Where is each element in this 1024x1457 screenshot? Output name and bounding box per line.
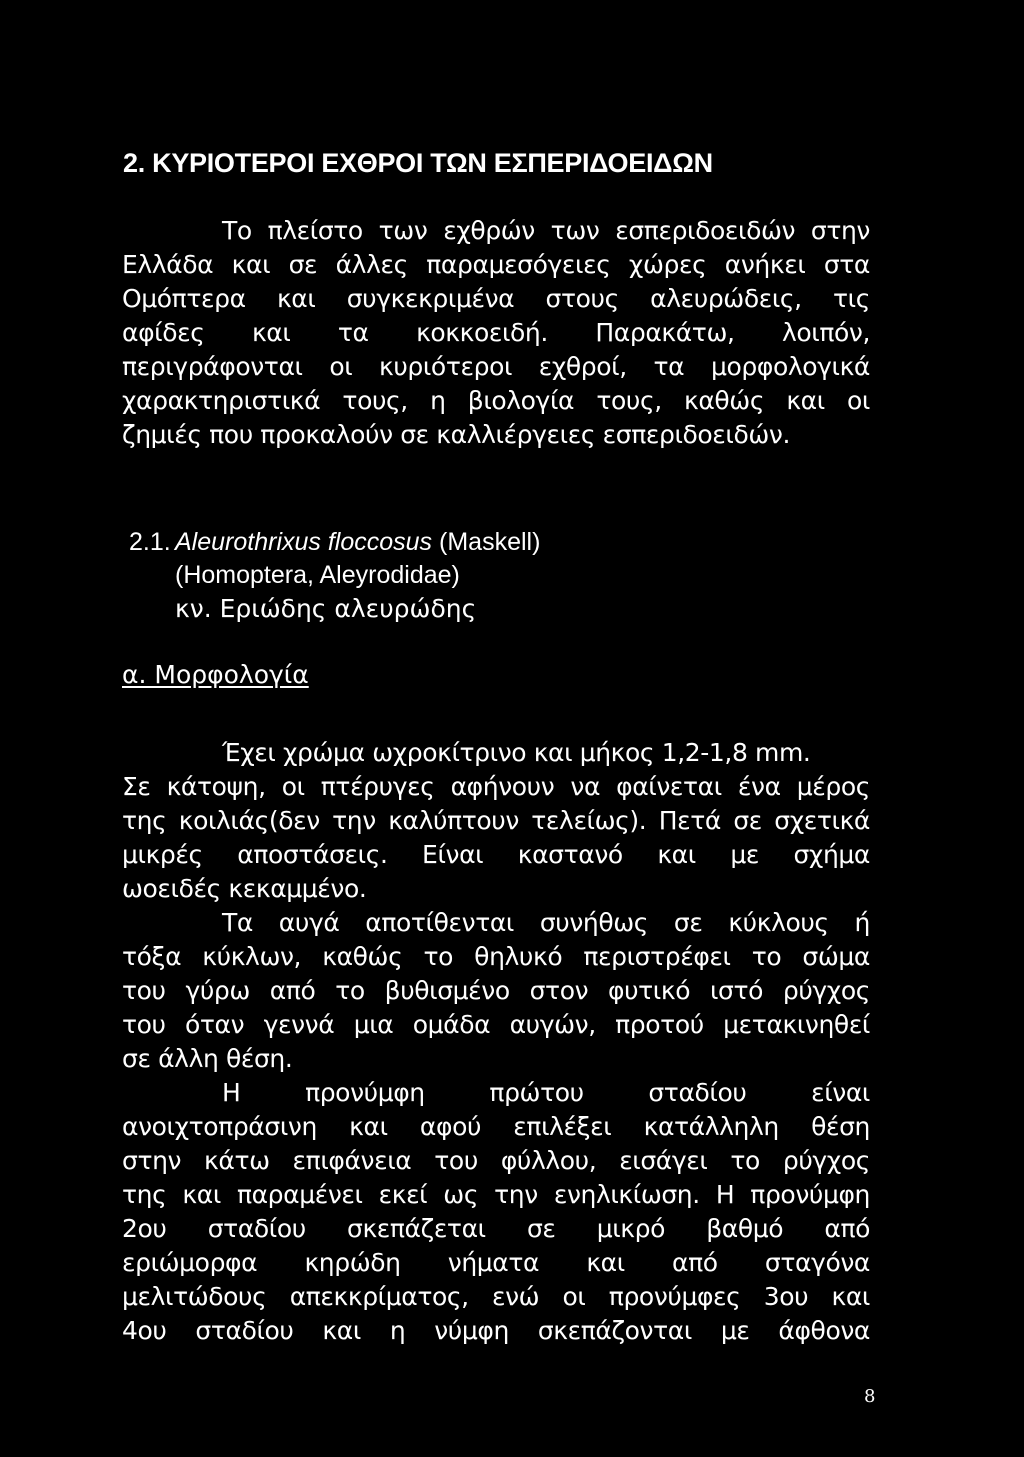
intro-line: αφίδες και τα κοκκοειδή. Παρακάτω, λοιπόν, bbox=[122, 318, 870, 347]
morphology-paragraph-2 bbox=[122, 906, 870, 1076]
intro-line: Ομόπτερα και συγκεκριμένα στους αλευρώδεις, τις bbox=[122, 284, 870, 313]
morphology-line: ανοιχτοπράσινη και αφού επιλέξει κατάλληλη θέση bbox=[122, 1112, 870, 1141]
section-a-title: α. Μορφολογία bbox=[122, 660, 309, 689]
intro-line: περιγράφονται οι κυριότεροι εχθροί, τα μορφολογικά bbox=[122, 352, 870, 381]
morphology-line: της κοιλιάς(δεν την καλύπτουν τελείως). Πετά σε σχετικά bbox=[122, 806, 870, 835]
intro-line: Ελλάδα και σε άλλες παραμεσόγειες χώρες ανήκει στα bbox=[122, 250, 870, 279]
morphology-line: εριώμορφα κηρώδη νήματα και από σταγόνα bbox=[122, 1248, 870, 1277]
morphology-line: ωοειδές κεκαμμένο. bbox=[122, 874, 367, 903]
morphology-line: Τα αυγά αποτίθενται συνήθως σε κύκλους ή bbox=[222, 908, 870, 937]
morphology-paragraph-1 bbox=[122, 736, 870, 906]
morphology-line: σε άλλη θέση. bbox=[122, 1044, 293, 1073]
chapter-heading: 2. ΚΥΡΙΟΤΕΡΟΙ ΕΧΘΡΟΙ ΤΩΝ ΕΣΠΕΡΙΔΟΕΙΔΩΝ bbox=[123, 148, 713, 178]
intro-line: Το πλείστο των εχθρών των εσπεριδοειδών στην bbox=[222, 216, 870, 245]
morphology-line: 2ου σταδίου σκεπάζεται σε μικρό βαθμό από bbox=[122, 1214, 870, 1243]
intro-paragraph bbox=[122, 214, 870, 452]
morphology-line: Η προνύμφη πρώτου σταδίου είναι bbox=[222, 1078, 870, 1107]
morphology-line: μελιτώδους απεκκρίματος, ενώ οι προνύμφες 3ου και bbox=[122, 1282, 870, 1311]
morphology-line: μικρές αποστάσεις. Είναι καστανό και με σχήμα bbox=[122, 840, 870, 869]
morphology-line: τόξα κύκλων, καθώς το θηλυκό περιστρέφει το σώμα bbox=[122, 942, 870, 971]
page-number: 8 bbox=[864, 1386, 876, 1407]
species-common-name: κν. Εριώδης αλευρώδης bbox=[175, 594, 477, 623]
morphology-line: 4ου σταδίου και η νύμφη σκεπάζονται με άφθονα bbox=[122, 1316, 870, 1345]
morphology-line: της και παραμένει εκεί ως την ενηλικίωση. Η προνύμφη bbox=[122, 1180, 870, 1209]
morphology-line: του γύρω από το βυθισμένο στον φυτικό ιστό ρύγχος bbox=[122, 976, 870, 1005]
morphology-line: Σε κάτοψη, οι πτέρυγες αφήνουν να φαίνεται ένα μέρος bbox=[122, 772, 870, 801]
species-scientific-name: Aleurothrixus floccosus bbox=[175, 528, 433, 556]
morphology-line: στην κάτω επιφάνεια του φύλλου, εισάγει το ρύγχος bbox=[122, 1146, 870, 1175]
species-title bbox=[129, 527, 541, 558]
intro-line: χαρακτηριστικά τους, η βιολογία τους, καθώς και οι bbox=[122, 386, 870, 415]
species-number: 2.1. bbox=[129, 528, 171, 556]
morphology-paragraph-3 bbox=[122, 1076, 870, 1348]
morphology-line: Έχει χρώμα ωχροκίτρινο και μήκος 1,2-1,8 mm. bbox=[222, 738, 811, 767]
morphology-line: του όταν γεννά μια ομάδα αυγών, προτού μετακινηθεί bbox=[122, 1010, 870, 1039]
species-author: (Maskell) bbox=[439, 528, 541, 556]
intro-line: ζημιές που προκαλούν σε καλλιέργειες εσπεριδοειδών. bbox=[122, 420, 791, 449]
species-classification: (Homoptera, Aleyrodidae) bbox=[175, 561, 460, 589]
